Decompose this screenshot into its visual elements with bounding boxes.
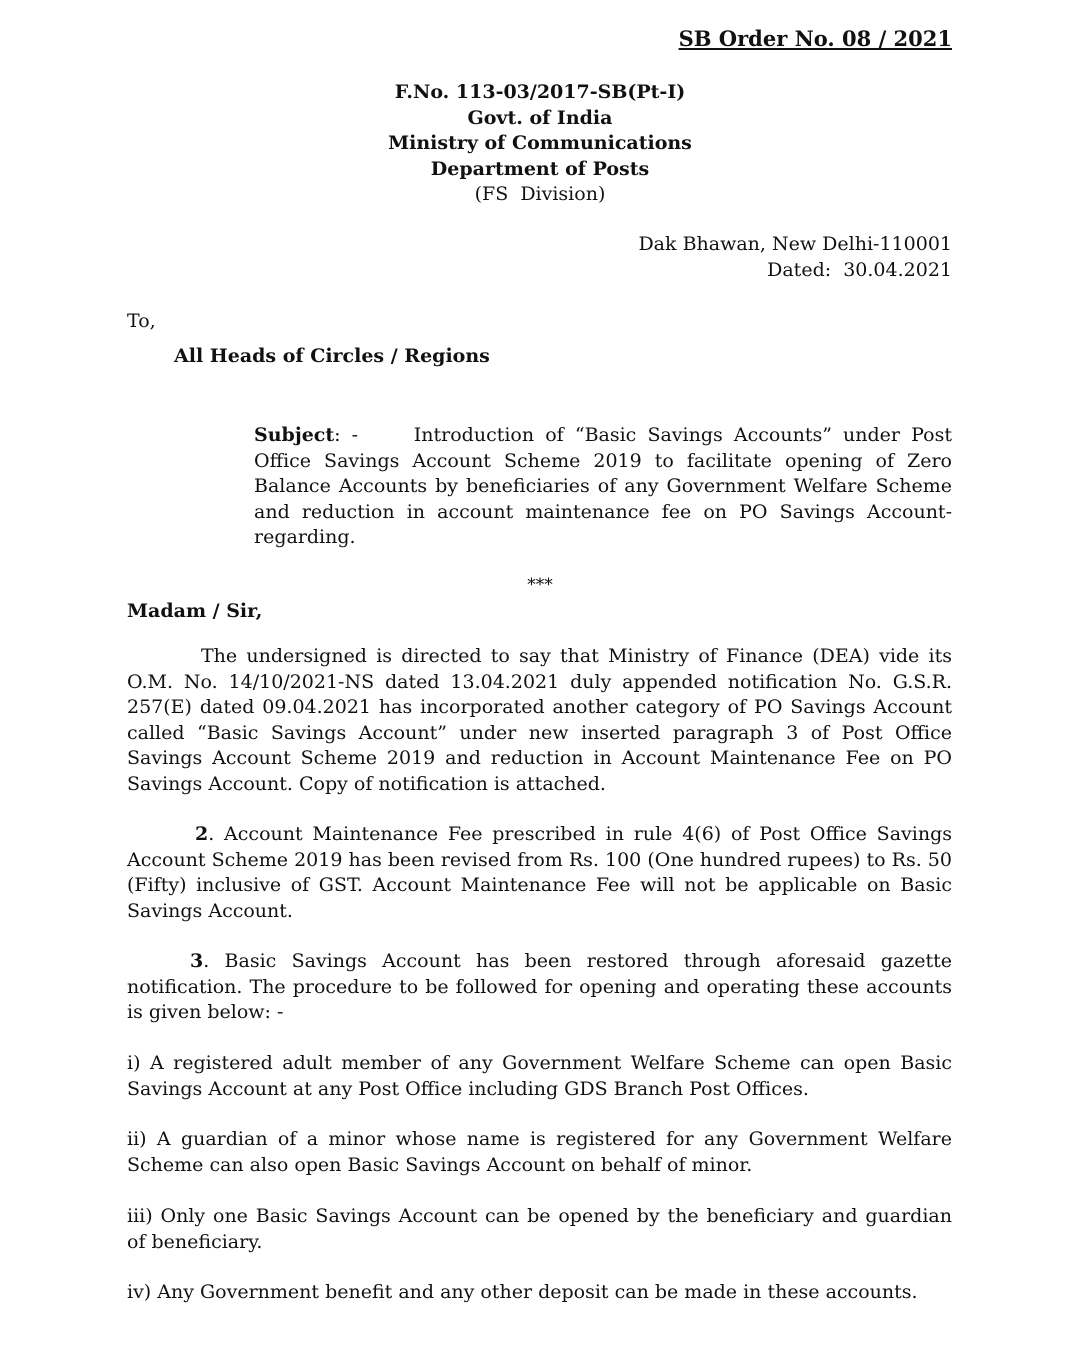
address-block <box>638 232 952 283</box>
letter-heading <box>0 80 1080 208</box>
paragraph-2-text: . Account Maintenance Fee prescribed in rule 4(6) of Post Office Savings Account Scheme 2019 has been revised from Rs. 100 (One hundred rupees) to Rs. 50 (Fifty) inclusive of GST. Account Maintenance Fee will not be applicable on Basic Savings Account. <box>127 823 952 922</box>
salutation: Madam / Sir, <box>127 600 263 622</box>
govt-name: Govt. of India <box>467 106 613 129</box>
subject-label: Subject <box>254 424 335 446</box>
recipients: All Heads of Circles / Regions <box>174 345 490 367</box>
list-item-iii: iii) Only one Basic Savings Account can be opened by the beneficiary and guardian of beneficiary. <box>127 1205 952 1253</box>
ministry-name: Ministry of Communications <box>388 132 692 154</box>
file-number: F.No. 113-03/2017-SB(Pt-I) <box>394 81 686 103</box>
to-line: To, <box>127 310 156 332</box>
paragraph-3-text: . Basic Savings Account has been restored through aforesaid gazette notification. The procedure to be followed for opening and operating these accounts is given below: - <box>127 950 952 1023</box>
separator-stars: *** <box>527 575 553 595</box>
date-line: Dated: 30.04.2021 <box>767 258 952 281</box>
list-item-ii: ii) A guardian of a minor whose name is registered for any Government Welfare Scheme can also open Basic Savings Account on behalf of minor. <box>127 1128 952 1176</box>
paragraph-3-number: 3 <box>190 950 204 972</box>
paragraph-2 <box>127 822 952 924</box>
address-place: Dak Bhawan, New Delhi-110001 <box>638 233 952 255</box>
order-number: SB Order No. 08 / 2021 <box>678 26 952 51</box>
paragraph-2-number: 2 <box>195 823 209 845</box>
list-item-iv: iv) Any Government benefit and any other deposit can be made in these accounts. <box>127 1281 918 1303</box>
subject-separator: : - <box>334 424 414 446</box>
subject-text: Introduction of “Basic Savings Accounts” under Post Office Savings Account Scheme 2019 to facilitate opening of Zero Balance Accounts by beneficiaries of any Government Welfare Scheme and reduction in account maintenance fee on PO Savings Account- regarding. <box>254 424 952 548</box>
paragraph-1: The undersigned is directed to say that Ministry of Finance (DEA) vide its O.M. No. 14/10/2021-NS dated 13.04.2021 duly appended notification No. G.S.R. 257(E) dated 09.04.2021 has incorporated another category of PO Savings Account called “Basic Savings Account” under new inserted paragraph 3 of Post Office Savings Account Scheme 2019 and reduction in Account Maintenance Fee on PO Savings Account. Copy of notification is attached. <box>127 645 952 795</box>
division-name: (FS Division) <box>474 183 606 205</box>
list-item-i: i) A registered adult member of any Government Welfare Scheme can open Basic Savings Account at any Post Office including GDS Branch Post Offices. <box>127 1052 952 1100</box>
subject-block <box>254 423 952 551</box>
paragraph-3 <box>127 949 952 1026</box>
department-name: Department of Posts <box>430 157 650 180</box>
